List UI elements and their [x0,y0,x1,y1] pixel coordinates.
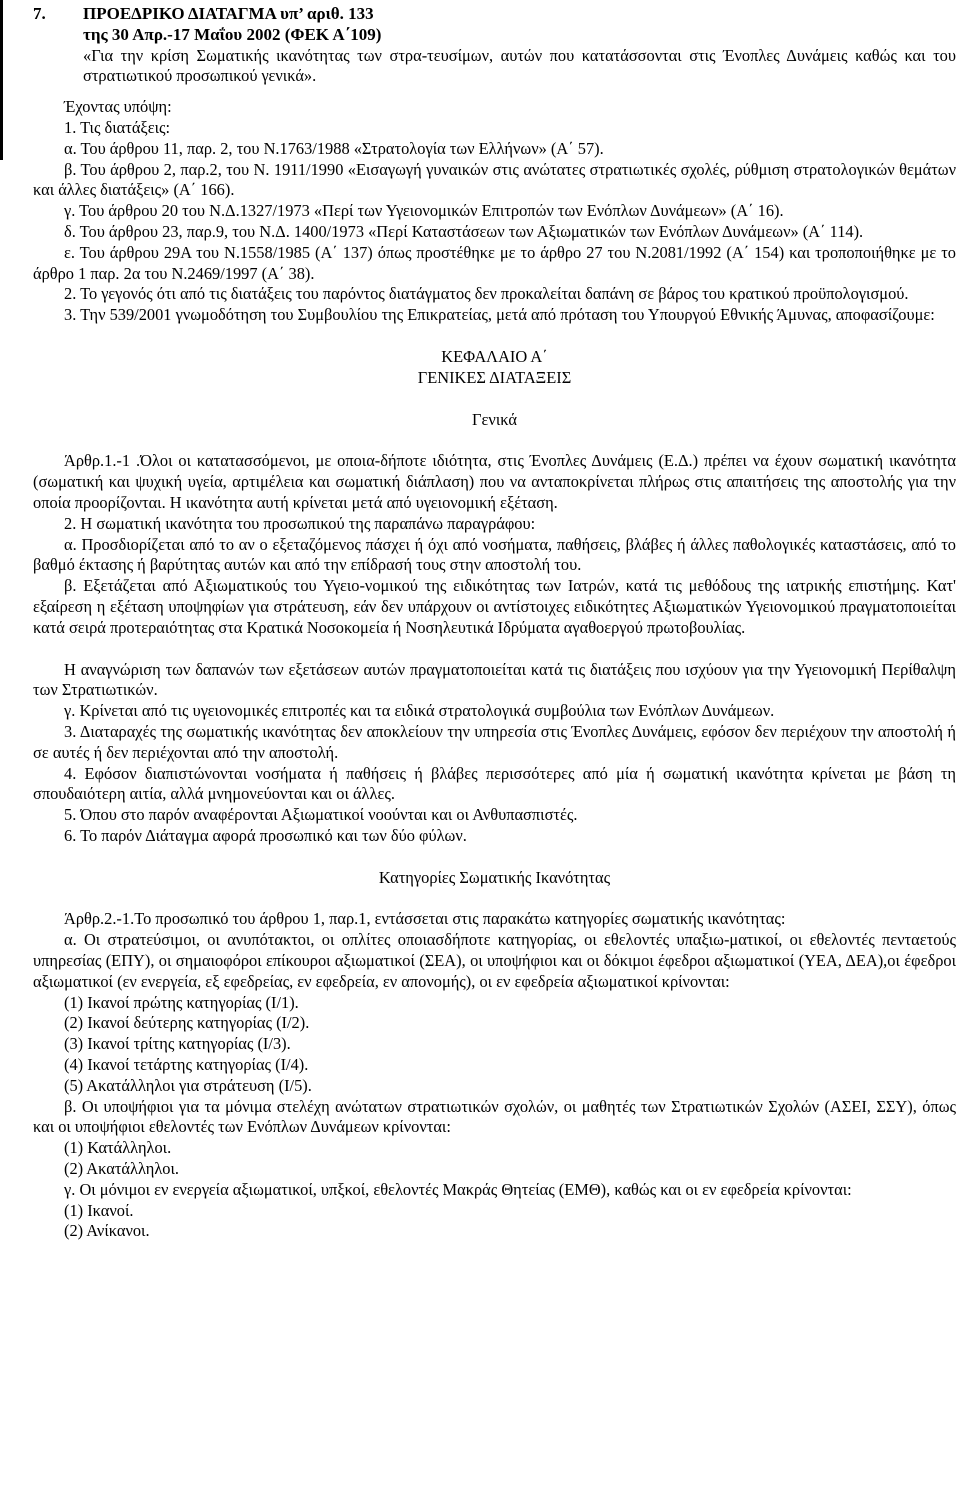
chapter-title: ΚΕΦΑΛΑΙΟ Α΄ [441,346,548,366]
chapter-subtitle: ΓΕΝΙΚΕΣ ΔΙΑΤΑΞΕΙΣ [417,367,572,387]
list-item: (1) Ικανοί. [64,1200,134,1220]
preamble-item-1d: δ. Του άρθρου 23, παρ.9, του Ν.Δ. 1400/1973 «Περί Καταστάσεων των Αξιωματικών των Ενόπλων Δυνάμεων» (Α΄ 114). [64,221,864,241]
preamble-intro: Έχοντας υπόψη: [64,97,172,117]
preamble-item-1: 1. Τις διατάξεις: [64,117,171,137]
article1-item-a: α. Προσδιορίζεται από το αν ο εξεταζόμενος πάσχει ή όχι από νοσήματα, παθήσεις, βλάβες ή άλλες παθολογικές καταστάσεις, από το βαθμό έκτασης ή βαρύτητας αυτών και από την επίδρασή τους στην αποστολή του. [33,534,956,575]
decree-title-line2: της 30 Απρ.-17 Μαΐου 2002 (ΦΕΚ Α΄109) [83,24,382,44]
list-item: (3) Ικανοί τρίτης κατηγορίας (Ι/3). [64,1034,291,1054]
preamble-item-3: 3. Την 539/2001 γνωμοδότηση του Συμβουλίου της Επικρατείας, μετά από πρόταση του Υπουργού Εθνικής Άμυνας, αποφασίζουμε: [64,305,935,325]
article1-cost-note: Η αναγνώριση των δαπανών των εξετάσεων αυτών πραγματοποιείται κατά τις διατάξεις που ισχύουν για την Υγειονομική Περίθαλψη των Στρατιωτικών. [33,659,956,700]
section-title: Γενικά [472,409,517,429]
article1-item-b: β. Εξετάζεται από Αξιωματικούς του Υγειο-νομικού της ειδικότητας των Ιατρών, κατά τις μεθόδους της ιατρικής επιστήμης. Κατ' εξαίρεση η εξέταση υποψηφίων για στράτευση, εάν δεν υπάρχουν οι αντίστοιχες ειδικότητες Αξιωματικών Υγειονομικού πραγματοποιείται κατά σειρά προτεραιότητας στα Κρατικά Νοσοκομεία ή Νοσηλευτικά Ιδρύματα αγαθοεργού πρωτοβουλίας. [33,576,956,637]
list-item: (1) Ικανοί πρώτης κατηγορίας (Ι/1). [64,992,299,1012]
article1-paragraph-4: 4. Εφόσον διαπιστώνονται νοσήματα ή παθήσεις ή βλάβες περισσότερες από μία ή σωματική ικανότητα κρίνεται με βάση τη σπουδαιότερη αιτία, αλλά μνημονεύονται και οι άλλες. [33,763,956,804]
article2-item-b: β. Οι υποψήφιοι για τα μόνιμα στελέχη ανώτατων στρατιωτικών σχολών, οι μαθητές των Στρατιωτικών Σχολών (ΑΣΕΙ, ΣΣΥ), όπως και οι υποψήφιοι εθελοντές των Ενόπλων Δυνάμεων κρίνονται: [33,1096,956,1137]
list-item: (2) Ικανοί δεύτερης κατηγορίας (Ι/2). [64,1013,310,1033]
article2-item-c: γ. Οι μόνιμοι εν ενεργεία αξιωματικοί, υπξκοί, εθελοντές Μακράς Θητείας (ΕΜΘ), καθώς και οι εν εφεδρεία κρίνονται: [64,1179,852,1199]
margin-bar [0,0,3,160]
article1-paragraph-2: 2. Η σωματική ικανότητα του προσωπικού της παραπάνω παραγράφου: [64,513,536,533]
article1-paragraph-3: 3. Διαταραχές της σωματικής ικανότητας δεν αποκλείουν την υπηρεσία στις Ένοπλες Δυνάμεις, εφόσον δεν περιέχουν την αποστολή ή σε αυτές ή δεν περιέχονται από την αποστολή. [33,721,956,762]
decree-title-line1: ΠΡΟΕΔΡΙΚΟ ΔΙΑΤΑΓΜΑ υπ’ αριθ. 133 [83,4,374,23]
article2-item-a: α. Οι στρατεύσιμοι, οι ανυπότακτοι, οι οπλίτες οποιασδήποτε κατηγορίας, οι εθελοντές υπαξιω-ματικοί, οι εθελοντές πενταετούς υπηρεσίας (ΕΠΥ), οι σημαιοφόροι επίκουροι αξιωματικοί (ΣΕΑ), οι υποψήφιοι και οι δόκιμοι έφεδροι αξιωματικοί (ΥΕΑ, ΔΕΑ),οι έφεδροι αξιωματικοί (εν ενεργεία, εξ εφεδρείας, εν εφεδρεία, εν απονομής), οι εν εφεδρεία αξιωματικοί κρίνονται: [33,930,956,991]
preamble-item-1e: ε. Του άρθρου 29Α του Ν.1558/1985 (Α΄ 137) όπως προστέθηκε με το άρθρο 27 του Ν.2081/1992 (Α΄ 154) και τροποποιήθηκε με το άρθρο 1 παρ. 2α του Ν.2469/1997 (Α΄ 38). [33,242,956,283]
list-item: (2) Ακατάλληλοι. [64,1159,179,1179]
article2-intro: Άρθρ.2.-1.Το προσωπικό του άρθρου 1, παρ.1, εντάσσεται στις παρακάτω κατηγορίες σωματικής ικανότητας: [64,909,786,929]
decree-number: 7. [33,4,46,23]
preamble-item-1a: α. Του άρθρου 11, παρ. 2, του Ν.1763/1988 «Στρατολογία των Ελλήνων» (Α΄ 57). [64,138,604,158]
decree-subject: «Για την κρίση Σωματικής ικανότητας των στρα-τευσίμων, αυτών που κατατάσσονται στις Ένοπλες Δυνάμεις καθώς και του στρατιωτικού προσωπικού γενικά». [83,45,956,86]
list-item: (2) Ανίκανοι. [64,1221,150,1241]
document-page [33,4,956,1242]
article1-item-c: γ. Κρίνεται από τις υγειονομικές επιτροπές και τα ειδικά στρατολογικά συμβούλια των Ενόπλων Δυνάμεων. [64,701,775,721]
list-item: (4) Ικανοί τετάρτης κατηγορίας (Ι/4). [64,1055,309,1075]
article1-paragraph-1: Άρθρ.1.-1 .Όλοι οι κατατασσόμενοι, με οποια-δήποτε ιδιότητα, στις Ένοπλες Δυνάμεις (Ε.Δ.) πρέπει να έχουν σωματική ικανότητα (σωματική και ψυχική υγεία, αρτιμέλεια και σωματική διάπλαση) που να ανταποκρίνεται πλήρως στις απαιτήσεις της αποστολής για την οποία προορίζονται. Η ικανότητα αυτή κρίνεται μετά από υγειονομική εξέταση. [33,451,956,512]
list-item: (1) Κατάλληλοι. [64,1138,172,1158]
preamble-item-2: 2. Το γεγονός ότι από τις διατάξεις του παρόντος διατάγματος δεν προκαλείται δαπάνη σε βάρος του κρατικού προϋπολογισμού. [64,284,909,304]
article1-paragraph-5: 5. Όπου στο παρόν αναφέρονται Αξιωματικοί νοούνται και οι Ανθυπασπιστές. [64,805,578,825]
preamble-item-1b: β. Του άρθρου 2, παρ.2, του Ν. 1911/1990 «Εισαγωγή γυναικών στις ανώτατες στρατιωτικές σχολές, ρύθμιση στρατολογικών θεμάτων και άλλες διατάξεις» (Α΄ 166). [33,159,956,200]
article1-paragraph-6: 6. Το παρόν Διάταγμα αφορά προσωπικό και των δύο φύλων. [64,825,467,845]
decree-title [33,4,956,25]
categories-title: Κατηγορίες Σωματικής Ικανότητας [378,867,611,887]
preamble-item-1c: γ. Του άρθρου 20 του Ν.Δ.1327/1973 «Περί των Υγειονομικών Επιτροπών των Ενόπλων Δυνάμεων» (Α΄ 16). [64,201,784,221]
list-item: (5) Ακατάλληλοι για στράτευση (Ι/5). [64,1075,312,1095]
